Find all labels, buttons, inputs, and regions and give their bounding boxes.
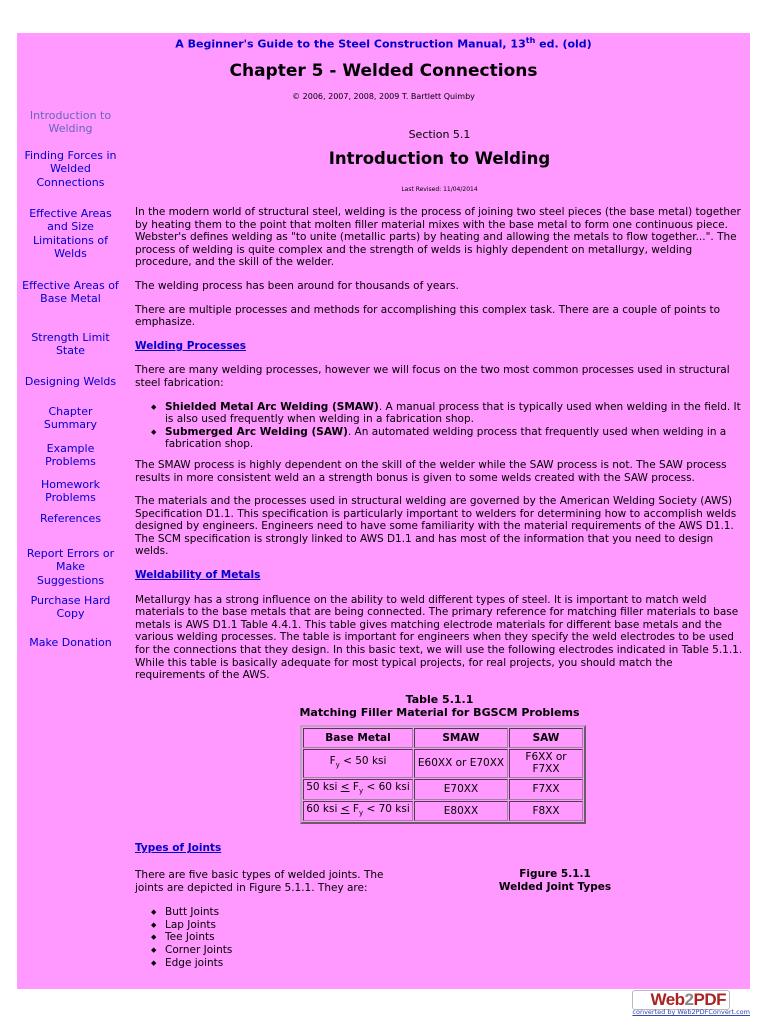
list-item: ◆ Lap Joints: [165, 919, 385, 932]
sidebar-item-designing-welds[interactable]: Designing Welds: [24, 375, 117, 388]
process-list: [135, 401, 744, 451]
paragraph: Metallurgy has a strong influence on the ability to weld different types of steel. It is important to match weld materials to the base metals that are being connected. The primary reference for matching filler materials to base metals is AWS D1.1 Table 4.4.1. This table gives matching electrode materials for different base metals and the various welding processes. The table is important for engineers when they specify the weld electrodes to be used for the connections that they design. In this basic text, we will use the following electrodes indicated in Table 5.1.1. While this table is basically adequate for most typical projects, for real projects, you should match the requirements of the AWS.: [135, 593, 743, 682]
page: [17, 33, 750, 989]
section-label: Section 5.1: [408, 128, 471, 141]
table-caption: Table 5.1.1 Matching Filler Material for BGSCM Problems: [299, 692, 580, 719]
last-revised: Last Revised: 11/04/2014: [401, 186, 478, 193]
list-item: ◆ Corner Joints: [165, 944, 385, 957]
paragraph: The materials and the processes used in structural welding are governed by the American Welding Society (AWS) Specification D1.1. This specification is particularly important to welders for determining how to accomplish welds designed by engineers. Engineers need to have some familiarity with the material requirements of the AWS D1.1. The SCM specification is strongly linked to AWS D1.1 and has most of the information that you need to design welds.: [135, 495, 737, 558]
table-row: [303, 749, 583, 778]
column-header: SAW: [509, 728, 583, 748]
sidebar-item-strength-limit[interactable]: Strength Limit State: [31, 331, 110, 358]
table-cell: F8XX: [509, 801, 583, 822]
section-title: Introduction to Welding: [328, 149, 551, 168]
table-cell: F7XX: [509, 779, 583, 800]
column-header: Base Metal: [303, 728, 413, 748]
paragraph: There are multiple processes and methods for accomplishing this complex task. There are a couple of points to emphasize.: [135, 303, 721, 329]
table-cell: E70XX: [414, 779, 508, 800]
paragraph: The SMAW process is highly dependent on the skill of the welder while the SAW process is not. The SAW process results in more consistent weld an a strength bonus is given to some welds created with the SAW process.: [135, 458, 727, 484]
sidebar-item-purchase-hard-copy[interactable]: Purchase Hard Copy: [30, 594, 111, 621]
web2pdf-link[interactable]: converted by Web2PDFConvert.com: [632, 1008, 750, 1016]
sidebar-item-finding-forces[interactable]: Finding Forces in Welded Connections: [24, 149, 117, 189]
list-item: ◆ Submerged Arc Welding (SAW). An automated welding process that frequently used when welding in a fabrication shop.: [165, 426, 744, 451]
table-cell: 50 ksi < $F_y < 60$ ksi: [303, 779, 413, 800]
sidebar-item-references[interactable]: References: [39, 512, 102, 525]
filler-material-table: [300, 725, 586, 825]
sidebar-item-effective-areas-welds[interactable]: Effective Areas and Size Limitations of Welds: [29, 207, 112, 261]
welding-processes-link[interactable]: Welding Processes: [135, 339, 246, 352]
table-cell: F6XX or F7XX: [509, 749, 583, 778]
sidebar-item-effective-areas-base[interactable]: Effective Areas of Base Metal: [22, 279, 119, 306]
list-item: ◆ Tee Joints: [165, 931, 385, 944]
table-cell: 60 ksi < $F_y < 70$ ksi: [303, 801, 413, 822]
table-row: [303, 801, 583, 822]
table-header-row: [303, 728, 583, 748]
types-of-joints-link[interactable]: Types of Joints: [135, 842, 222, 855]
figure-caption: Figure 5.1.1 Welded Joint Types: [498, 868, 612, 894]
joints-text: [135, 842, 385, 977]
guide-title[interactable]: A Beginner's Guide to the Steel Construction Manual, 13th ed. (old): [175, 36, 592, 51]
table-cell: $F_y < 50$ ksi: [303, 749, 413, 778]
column-header: SMAW: [414, 728, 508, 748]
sidebar-item-chapter-summary[interactable]: Chapter Summary: [43, 405, 98, 432]
web2pdf-logo: Web2PDF: [650, 990, 726, 1009]
sidebar-item-introduction[interactable]: Introduction to Welding: [29, 109, 112, 136]
sidebar-item-homework-problems[interactable]: Homework Problems: [40, 478, 101, 505]
paragraph: The welding process has been around for thousands of years.: [135, 279, 459, 292]
list-item: ◆ Butt Joints: [165, 906, 385, 919]
weldability-link[interactable]: Weldability of Metals: [135, 569, 261, 582]
sidebar-item-make-donation[interactable]: Make Donation: [29, 636, 112, 649]
web2pdf-watermark[interactable]: [598, 990, 750, 1018]
table-cell: E60XX or E70XX: [414, 749, 508, 778]
paragraph: There are many welding processes, however we will focus on the two most common processes used in structural steel fabrication:: [135, 364, 730, 389]
chapter-title: Chapter 5 - Welded Connections: [229, 61, 538, 81]
paragraph: There are five basic types of welded joints. The joints are depicted in Figure 5.1.1. They are:: [135, 868, 384, 894]
article-body: [135, 206, 744, 989]
table-row: [303, 779, 583, 800]
copyright: © 2006, 2007, 2008, 2009 T. Bartlett Quimby: [292, 92, 475, 101]
joints-list: [135, 906, 385, 969]
sidebar-item-report-errors[interactable]: Report Errors or Make Suggestions: [26, 547, 115, 587]
sidebar-item-example-problems[interactable]: Example Problems: [45, 442, 96, 469]
list-item: ◆ Edge joints: [165, 957, 385, 970]
joints-section: [135, 842, 744, 989]
paragraph: In the modern world of structural steel, welding is the process of joining two steel pieces (the base metal) together by heating them to the point that molten filler material mixes with the base metal to form one continuous piece. Webster's defines welding as "to unite (metallic parts) by heating and allowing the metals to flow together...". The process of welding is quite complex and the strength of welds is highly dependent on metallurgy, welding procedure, and the skill of the welder.: [135, 206, 741, 269]
list-item: ◆ Shielded Metal Arc Welding (SMAW). A manual process that is typically used when welding in the field. It is also used frequently when welding in a fabrication shop.: [165, 401, 744, 426]
table-cell: E80XX: [414, 801, 508, 822]
